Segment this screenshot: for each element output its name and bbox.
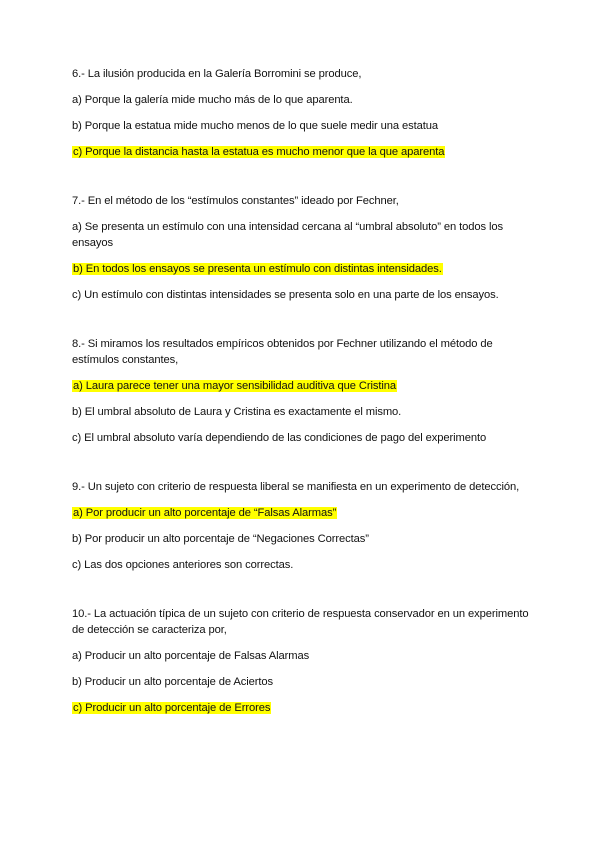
answer-option <box>72 118 532 134</box>
question-9 <box>72 479 532 573</box>
option-text: b) Por producir un alto porcentaje de “Negaciones Correctas” <box>72 533 369 545</box>
answer-option-correct <box>72 261 532 277</box>
answer-option <box>72 674 532 690</box>
question-8 <box>72 336 532 446</box>
answer-option <box>72 557 532 573</box>
question-6 <box>72 66 532 160</box>
answer-option <box>72 219 532 251</box>
answer-option <box>72 531 532 547</box>
answer-option-correct <box>72 700 532 716</box>
answer-option <box>72 404 532 420</box>
option-text: b) El umbral absoluto de Laura y Cristina es exactamente el mismo. <box>72 406 402 418</box>
question-stem: 10.- La actuación típica de un sujeto con criterio de respuesta conservador en un experimento de detección se caracteriza por, <box>72 608 529 636</box>
answer-option <box>72 92 532 108</box>
highlighted-option-text: a) Laura parece tener una mayor sensibilidad auditiva que Cristina <box>73 380 397 392</box>
highlighted-option-text: b) En todos los ensayos se presenta un estímulo con distintas intensidades. <box>73 263 442 275</box>
option-text: a) Producir un alto porcentaje de Falsas Alarmas <box>72 650 310 662</box>
answer-option-correct <box>72 505 532 521</box>
option-text: a) Se presenta un estímulo con una intensidad cercana al “umbral absoluto” en todos los ensayos <box>72 221 503 249</box>
highlighted-option-text: a) Por producir un alto porcentaje de “Falsas Alarmas” <box>73 507 337 519</box>
question-stem: 6.- La ilusión producida en la Galería Borromini se produce, <box>72 68 362 80</box>
answer-option-correct <box>72 378 532 394</box>
question-stem: 8.- Si miramos los resultados empíricos obtenidos por Fechner utilizando el método de estímulos constantes, <box>72 338 493 366</box>
answer-option <box>72 430 532 446</box>
option-text: b) Porque la estatua mide mucho menos de lo que suele medir una estatua <box>72 120 439 132</box>
question-10 <box>72 606 532 716</box>
highlighted-option-text: c) Producir un alto porcentaje de Errores <box>73 702 271 714</box>
option-text: a) Porque la galería mide mucho más de lo que aparenta. <box>72 94 353 106</box>
question-stem: 7.- En el método de los “estímulos constantes” ideado por Fechner, <box>72 195 399 207</box>
question-stem: 9.- Un sujeto con criterio de respuesta liberal se manifiesta en un experimento de detección, <box>72 481 520 493</box>
option-text: b) Producir un alto porcentaje de Aciertos <box>72 676 274 688</box>
highlighted-option-text: c) Porque la distancia hasta la estatua es mucho menor que la que aparenta <box>73 146 445 158</box>
option-text: c) El umbral absoluto varía dependiendo de las condiciones de pago del experimento <box>72 432 487 444</box>
answer-option <box>72 287 532 303</box>
option-text: c) Un estímulo con distintas intensidades se presenta solo en una parte de los ensayos. <box>72 289 499 301</box>
answer-option <box>72 648 532 664</box>
answer-option-correct <box>72 144 532 160</box>
question-7 <box>72 193 532 303</box>
document-page <box>72 66 532 716</box>
option-text: c) Las dos opciones anteriores son correctas. <box>72 559 294 571</box>
